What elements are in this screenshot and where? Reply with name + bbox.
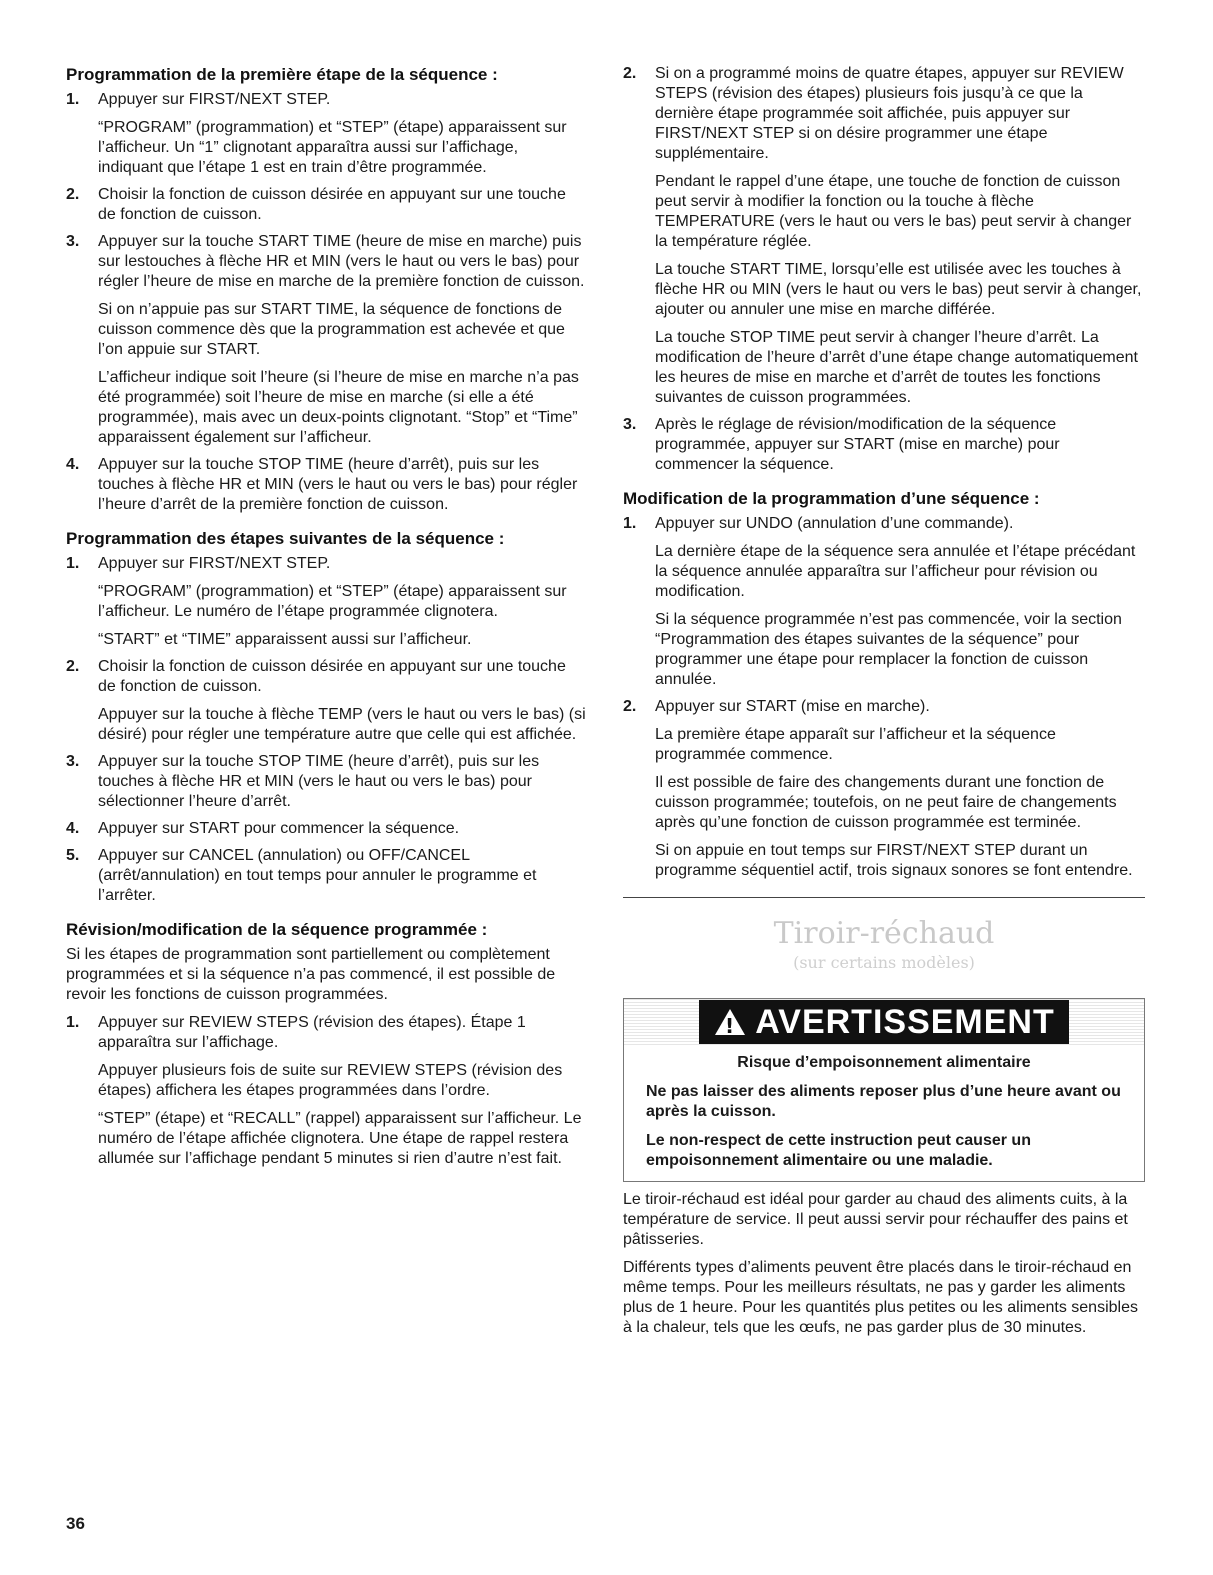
warning-icon-mark: !: [725, 1014, 736, 1037]
paragraph: Pendant le rappel d’une étape, une touche de fonction de cuisson peut servir à modifier la fonction ou la touche à flèche TEMPERATURE (vers le haut ou vers le bas) peut servir à changer la température réglée.: [655, 173, 1132, 250]
warning-text: Le non-respect de cette instruction peut causer un empoisonnement alimentaire ou une maladie.: [646, 1132, 1031, 1169]
step-number: 4.: [66, 820, 80, 837]
list-item: [66, 185, 586, 225]
divider: [623, 897, 1145, 898]
paragraph: Appuyer sur FIRST/NEXT STEP.: [98, 555, 331, 572]
page-number: 36: [66, 1514, 85, 1533]
left-column: [66, 64, 586, 1176]
step-number: 1.: [66, 91, 80, 108]
paragraph: Appuyer sur FIRST/NEXT STEP.: [98, 91, 331, 108]
step-list: [66, 1013, 586, 1169]
paragraph: “STEP” (étape) et “RECALL” (rappel) apparaissent sur l’afficheur. Le numéro de l’étape affichée clignotera. Une étape de rappel restera allumée sur l’affichage pendant 5 minutes si rien d’autre n’est fait.: [98, 1110, 582, 1167]
section-heading: Révision/modification de la séquence programmée :: [66, 920, 488, 939]
paragraph: Appuyer sur la touche STOP TIME (heure d’arrêt), puis sur les touches à flèche HR et MIN (vers le haut ou vers le bas) pour sélectionner l’heure d’arrêt.: [98, 753, 540, 810]
warning-title: Risque d’empoisonnement alimentaire: [737, 1054, 1031, 1071]
paragraph: Si la séquence programmée n’est pas commencée, voir la section “Programmation des étapes suivantes de la séquence” pour programmer une étape pour remplacer la fonction de cuisson annulée.: [655, 611, 1122, 688]
paragraph: Appuyer sur REVIEW STEPS (révision des étapes). Étape 1 apparaîtra sur l’affichage.: [98, 1014, 526, 1051]
section-heading: Programmation de la première étape de la séquence :: [66, 65, 498, 84]
paragraph: Si on n’appuie pas sur START TIME, la séquence de fonctions de cuisson commence dès que la programmation est achevée et que l’on appuie sur START.: [98, 301, 565, 358]
paragraph: Appuyer sur la touche START TIME (heure de mise en marche) puis sur lestouches à flèche HR et MIN (vers le haut ou vers le bas) pour régler l’heure de mise en marche de la première fonction de cuisson.: [98, 233, 585, 290]
paragraph: La première étape apparaît sur l’afficheur et la séquence programmée commence.: [655, 726, 1056, 763]
list-item: [623, 415, 1145, 475]
section-review: [66, 919, 586, 1169]
paragraph: La dernière étape de la séquence sera annulée et l’étape précédant la séquence annulée apparaîtra sur l’afficheur pour révision ou modification.: [655, 543, 1136, 600]
paragraph: Appuyer sur CANCEL (annulation) ou OFF/CANCEL (arrêt/annulation) en tout temps pour annuler le programme et l’arrêter.: [98, 847, 537, 904]
step-number: 1.: [623, 515, 637, 532]
paragraph: Le tiroir-réchaud est idéal pour garder au chaud des aliments cuits, à la température de service. Il peut aussi servir pour réchauffer des pains et pâtisseries.: [623, 1191, 1128, 1248]
warning-triangle-icon: [713, 1007, 747, 1037]
list-item: [66, 554, 586, 650]
list-item: [66, 752, 586, 812]
drawer-title: Tiroir-réchaud: [773, 916, 995, 951]
paragraph: “PROGRAM” (programmation) et “STEP” (étape) apparaissent sur l’afficheur. Le numéro de l’étape programmée clignotera.: [98, 583, 567, 620]
paragraph: Si on a programmé moins de quatre étapes, appuyer sur REVIEW STEPS (révision des étapes) plusieurs fois jusqu’à ce que la dernière étape programmée soit affichée, puis appuyer sur FIRST/NEXT STEP si on désire programmer une étape supplémentaire.: [655, 65, 1124, 162]
warning-text: Ne pas laisser des aliments reposer plus d’une heure avant ou après la cuisson.: [646, 1083, 1121, 1120]
step-number: 2.: [623, 698, 637, 715]
paragraph: Si les étapes de programmation sont partiellement ou complètement programmées et si la séquence n’a pas commencé, il est possible de revoir les fonctions de cuisson programmées.: [66, 946, 556, 1003]
paragraph: Choisir la fonction de cuisson désirée en appuyant sur une touche de fonction de cuisson.: [98, 658, 566, 695]
step-list: [623, 514, 1145, 881]
step-number: 1.: [66, 555, 80, 572]
step-number: 1.: [66, 1014, 80, 1031]
section-heading: Modification de la programmation d’une séquence :: [623, 489, 1040, 508]
paragraph: La touche START TIME, lorsqu’elle est utilisée avec les touches à flèche HR ou MIN (vers le haut ou vers le bas) peut servir à changer, ajouter ou annuler une mise en marche différée.: [655, 261, 1142, 318]
list-item: [623, 697, 1145, 881]
list-item: [623, 514, 1145, 690]
paragraph: Appuyer plusieurs fois de suite sur REVIEW STEPS (révision des étapes) affichera les étapes programmées dans l’ordre.: [98, 1062, 563, 1099]
section-review-continued: [623, 64, 1145, 475]
step-number: 2.: [623, 65, 637, 82]
paragraph: La touche STOP TIME peut servir à changer l’heure d’arrêt. La modification de l’heure d’arrêt d’une étape change automatiquement les heures de mise en marche et d’arrêt de toutes les fonctions suivantes de cuisson programmées.: [655, 329, 1138, 406]
paragraph: Après le réglage de révision/modification de la séquence programmée, appuyer sur START (mise en marche) pour commencer la séquence.: [655, 416, 1060, 473]
list-item: [66, 819, 586, 839]
step-list: [66, 554, 586, 906]
section-modify: [623, 488, 1145, 881]
list-item: [66, 846, 586, 906]
paragraph: Choisir la fonction de cuisson désirée en appuyant sur une touche de fonction de cuisson.: [98, 186, 566, 223]
warning-body: [624, 1045, 1144, 1181]
step-number: 4.: [66, 456, 80, 473]
warning-box: [623, 998, 1145, 1182]
list-item: [623, 64, 1145, 408]
list-item: [66, 455, 586, 515]
list-item: [66, 232, 586, 448]
paragraph: L’afficheur indique soit l’heure (si l’heure de mise en marche n’a pas été programmée) soit l’heure de mise en marche (si elle a été programmée), mais avec un deux-points clignotant. “Stop” et “Time” apparaissent également sur l’afficheur.: [98, 369, 579, 446]
section-heading: Programmation des étapes suivantes de la séquence :: [66, 529, 505, 548]
warning-banner-text: AVERTISSEMENT: [755, 1003, 1055, 1041]
step-number: 3.: [623, 416, 637, 433]
right-column: [623, 64, 1145, 1346]
step-number: 3.: [66, 233, 80, 250]
step-number: 5.: [66, 847, 80, 864]
section-next-steps: [66, 528, 586, 906]
paragraph: Différents types d’aliments peuvent être placés dans le tiroir-réchaud en même temps. Pour les meilleurs résultats, ne pas y garder les aliments plus de 1 heure. Pour les quantités plus petites ou les aliments sensibles à la chaleur, tels que les œufs, ne pas garder plus de 30 minutes.: [623, 1259, 1138, 1336]
paragraph: Appuyer sur START pour commencer la séquence.: [98, 820, 460, 837]
list-item: [66, 657, 586, 745]
step-number: 3.: [66, 753, 80, 770]
step-number: 2.: [66, 186, 80, 203]
paragraph: Appuyer sur la touche à flèche TEMP (vers le haut ou vers le bas) (si désiré) pour régler une température autre que celle qui est affichée.: [98, 706, 586, 743]
warning-header: [624, 999, 1144, 1045]
paragraph: Il est possible de faire des changements durant une fonction de cuisson programmée; toutefois, on ne peut faire de changements après qu’une fonction de cuisson programmée est terminée.: [655, 774, 1117, 831]
paragraph: Appuyer sur UNDO (annulation d’une commande).: [655, 515, 1014, 532]
paragraph: Appuyer sur START (mise en marche).: [655, 698, 930, 715]
drawer-subtitle: (sur certains modèles): [793, 953, 975, 972]
step-list: [623, 64, 1145, 475]
paragraph: Appuyer sur la touche STOP TIME (heure d’arrêt), puis sur les touches à flèche HR et MIN (vers le haut ou vers le bas) pour régler l’heure d’arrêt de la première fonction de cuisson.: [98, 456, 578, 513]
warning-banner: [699, 1000, 1069, 1044]
list-item: [66, 1013, 586, 1169]
paragraph: Si on appuie en tout temps sur FIRST/NEXT STEP durant un programme séquentiel actif, trois signaux sonores se font entendre.: [655, 842, 1133, 879]
step-list: [66, 90, 586, 515]
drawer-description: [623, 1190, 1145, 1338]
paragraph: “PROGRAM” (programmation) et “STEP” (étape) apparaissent sur l’afficheur. Un “1” clignotant apparaîtra aussi sur l’affichage, indiquant que l’étape 1 est en train d’être programmée.: [98, 119, 567, 176]
list-item: [66, 90, 586, 178]
step-number: 2.: [66, 658, 80, 675]
paragraph: “START” et “TIME” apparaissent aussi sur l’afficheur.: [98, 631, 472, 648]
section-first-step: [66, 64, 586, 515]
